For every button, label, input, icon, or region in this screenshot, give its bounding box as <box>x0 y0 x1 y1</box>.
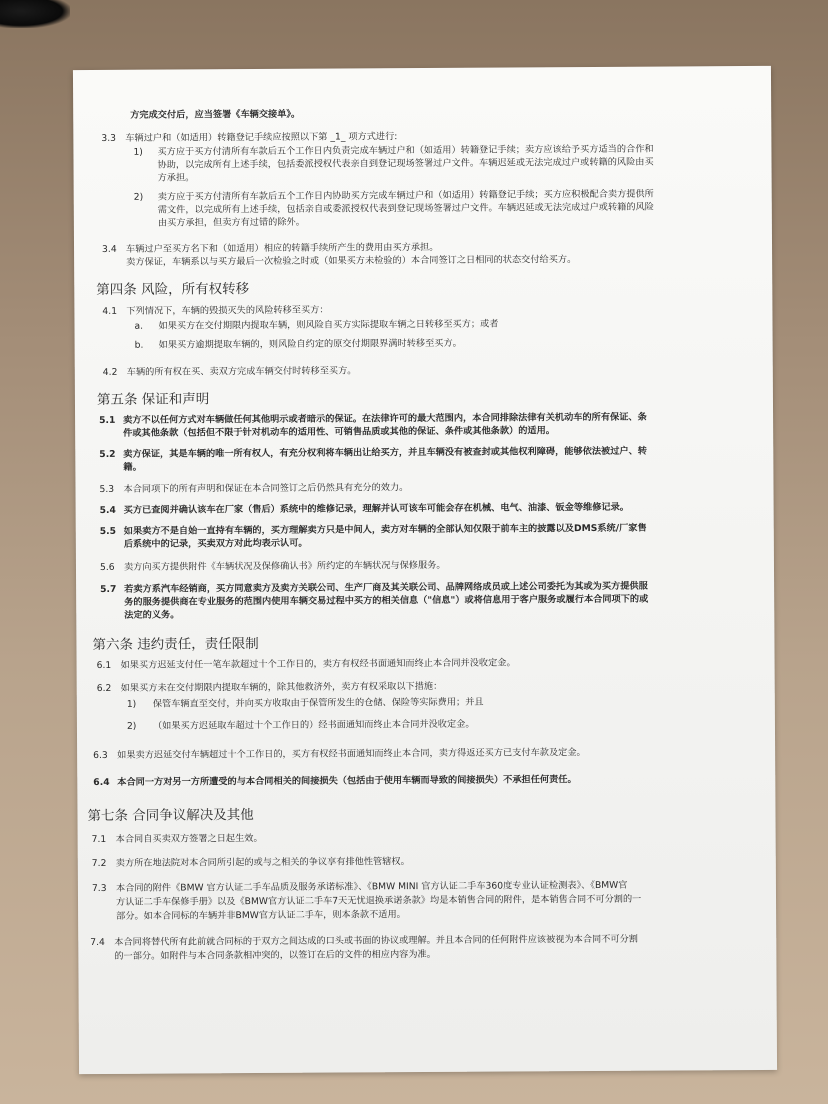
section-heading: 第五条 保证和声明 <box>96 391 210 409</box>
text-line: 下列情况下，车辆的毁损灭失的风险转移至买方： <box>126 304 329 317</box>
text-line: 方认证二手车保修手册》以及《BMW官方认证二手车7天无忧退换承诺条款》均是本销售合同的附件，是本销售合同不可分割的一 <box>115 893 642 908</box>
text-line: 本合同一方对另一方所遭受的与本合同相关的间接损失（包括由于使用车辆而导致的间接损失）不承担任何责任。 <box>117 774 577 788</box>
text-line: 本合同项下的所有声明和保证在本合同签订之后仍然具有充分的效力。 <box>123 482 409 495</box>
text-line: 籍。 <box>123 461 142 473</box>
text-line: 部分。如本合同标的车辆并非BMW官方认证二手车，则本条款不适用。 <box>116 909 406 922</box>
text-line: 如果买方在交付期限内提取车辆，则风险自买方实际提取车辆之日转移至买方；或者 <box>158 318 499 332</box>
text-line: 卖方保证，车辆系以与买方最后一次检验之时或（如果买方未检验的）本合同签订之日相同的状态交付给买方。 <box>126 254 577 268</box>
clause-number: 4.1 <box>102 305 118 317</box>
text-line: 卖方保证，其是车辆的唯一所有权人，有充分权利将车辆出让给买方，并且车辆没有被查封或其他权利障碍，能够依法被过户、转 <box>123 445 647 460</box>
section-heading: 第四条 风险，所有权转移 <box>96 281 250 299</box>
clause-number: 5.4 <box>99 504 116 516</box>
text-line: 方承担。 <box>157 172 195 184</box>
text-line: 法定的义务。 <box>124 609 180 621</box>
clause-number: 5.5 <box>99 525 117 537</box>
text-line: 车辆过户和（如适用）转籍登记手续应按照以下第 _1_ 项方式进行: <box>125 131 398 144</box>
text-line: 本合同自买卖双方签署之日起生效。 <box>115 832 263 845</box>
text-line: 需文件，以完成所有上述手续，包括亲自或委派授权代表到登记现场签署过户文件。车辆迟延或无法完成过户或转籍的风险 <box>157 201 654 216</box>
text-line: 务的服务提供商在专业服务的范围内使用车辆交易过程中买方的相关信息（"信息"）或将信息用于客户服务或履行本合同项下的或 <box>124 593 649 608</box>
clause-number: 7.2 <box>91 857 107 870</box>
text-line: 车辆的所有权在买、卖双方完成车辆交付时转移至买方。 <box>126 365 357 378</box>
clause-number: 7.4 <box>90 936 105 949</box>
clause-number: 5.1 <box>99 414 116 426</box>
text-line: （如果买方迟延取车超过十个工作日的）经书面通知而终止本合同并没收定金。 <box>152 718 475 732</box>
clause-number: 6.3 <box>93 749 108 762</box>
contract-page <box>73 66 777 1074</box>
text-line: 卖方向买方提供附件《车辆状况及保修确认书》所约定的车辆状况与保修服务。 <box>123 559 446 573</box>
text-line: 由买方承担，但卖方有过错的除外。 <box>157 216 305 229</box>
text-line: 方完成交付后，应当签署《车辆交接单》。 <box>130 108 301 121</box>
text-line: 车辆过户至买方名下和（如适用）相应的转籍手续所产生的费用由买方承担。 <box>126 241 439 255</box>
item-number: 1) <box>126 698 137 710</box>
text-line: 的一部分。如附件与本合同条款相冲突的，以签订在后的文件的相应内容为准。 <box>114 948 436 962</box>
clause-number: 6.4 <box>93 776 110 789</box>
section-heading: 第六条 违约责任，责任限制 <box>92 636 259 654</box>
text-line: 如果卖方不是自始一直持有车辆的，买方理解卖方只是中间人，卖方对车辆的全部认知仅限于前车主的披露以及DMS系统/厂家售 <box>123 522 647 537</box>
item-number: 2) <box>133 191 144 203</box>
text-line: 如果买方迟延支付任一笔车款超过十个工作日的，卖方有权经书面通知而终止本合同并没收定金。 <box>120 657 516 671</box>
text-line: 如果买方未在交付期限内提取车辆的，除其他救济外，卖方有权采取以下措施： <box>120 680 443 694</box>
text-line: 卖方不以任何方式对车辆做任何其他明示或者暗示的保证。在法律许可的最大范围内，本合同排除法律有关机动车的所有保证、条 <box>123 411 647 426</box>
clause-number: 7.3 <box>91 882 107 895</box>
text-line: 如果卖方迟延交付车辆超过十个工作日的，买方有权经书面通知而终止本合同，卖方得返还买方已支付车款及定金。 <box>117 747 586 761</box>
clause-number: 5.7 <box>100 583 117 595</box>
item-number: a. <box>134 320 144 332</box>
item-number: b. <box>134 339 144 351</box>
clause-number: 3.3 <box>101 132 117 144</box>
clause-number: 6.2 <box>96 682 112 695</box>
clause-number: 5.2 <box>99 448 116 460</box>
text-line: 协助，以完成所有上述手续，包括委派授权代表亲自到登记现场签署过户文件。车辆迟延或无法完成过户或转籍的风险由买 <box>157 156 654 171</box>
item-number: 1) <box>133 146 143 158</box>
text-line: 件或其他条款（包括但不限于针对机动车的适用性、可销售品质或其他的保证、条件或其他条款）的适用。 <box>123 425 555 439</box>
clause-number: 4.2 <box>102 366 118 378</box>
text-line: 本合同将替代所有此前就合同标的于双方之间达成的口头或书面的协议或理解。并且本合同的任何附件应该被视为本合同不可分割 <box>114 933 638 948</box>
text-line: 买方已查阅并确认该车在厂家（售后）系统中的维修记录，理解并认可该车可能会存在机械、电气、油漆、钣金等维修记录。 <box>123 501 629 516</box>
clause-number: 5.6 <box>99 561 115 573</box>
text-line: 保管车辆直至交付，并向买方收取由于保管所发生的仓储、保险等实际费用；并且 <box>152 696 484 710</box>
clause-number: 5.3 <box>99 483 115 495</box>
dark-object-corner <box>0 0 70 28</box>
text-line: 卖方应于买方付清所有车款后五个工作日内协助买方完成车辆过户和（如适用）转籍登记手续；买方应积极配合卖方提供所 <box>157 188 654 203</box>
text-line: 后系统中的记录，买卖双方对此均表示认可。 <box>123 537 308 550</box>
section-heading: 第七条 合同争议解决及其他 <box>87 807 254 825</box>
text-line: 买方应于买方付清所有车款后五个工作日内负责完成车辆过户和（如适用）转籍登记手续；卖方应该给予买方适当的合作和 <box>157 143 654 158</box>
text-line: 如果买方逾期提取车辆的，则风险自约定的原交付期限界满时转移至买方。 <box>158 337 462 351</box>
clause-number: 6.1 <box>96 659 112 672</box>
text-line: 本合同的附件《BMW 官方认证二手车品质及服务承诺标准》、《BMW MINI 官方认证二手车360度专业认证检测表》、《BMW官 <box>115 879 628 894</box>
text-line: 若卖方系汽车经销商，买方同意卖方及卖方关联公司、生产厂商及其关联公司、品牌网络成员或上述公司委托为其或为买方提供服 <box>124 580 648 595</box>
item-number: 2) <box>126 720 137 732</box>
text-line: 卖方所在地法院对本合同所引起的或与之相关的争议享有排他性管辖权。 <box>115 856 410 869</box>
clause-number: 3.4 <box>102 243 117 255</box>
clause-number: 7.1 <box>91 833 107 846</box>
